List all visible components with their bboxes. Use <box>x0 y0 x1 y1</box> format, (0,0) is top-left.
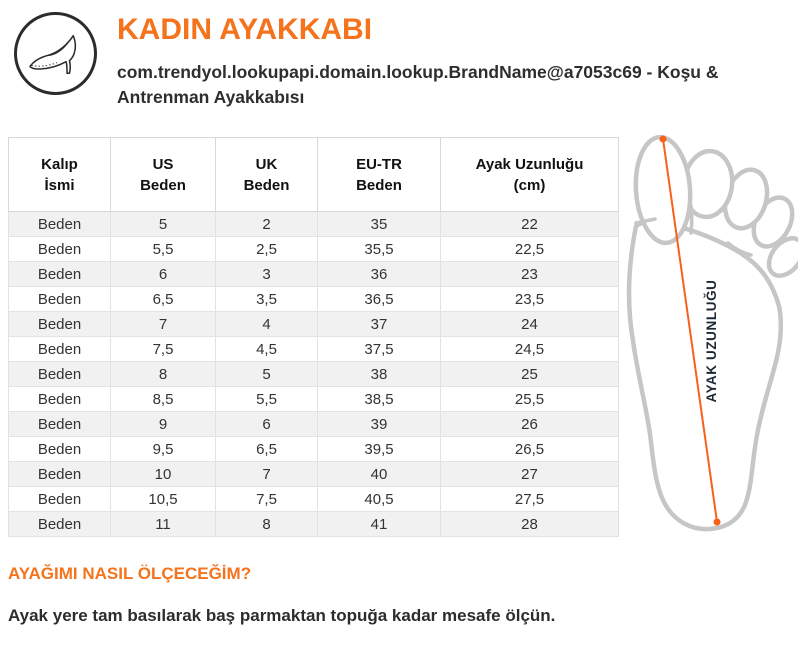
table-row <box>9 262 619 287</box>
table-cell: 41 <box>318 512 441 537</box>
column-header-line: Beden <box>140 176 186 194</box>
category-logo-circle <box>14 12 97 95</box>
table-cell: 22 <box>441 212 619 237</box>
table-cell: 24 <box>441 312 619 337</box>
table-cell: 5,5 <box>216 387 318 412</box>
table-cell: 4,5 <box>216 337 318 362</box>
table-row <box>9 487 619 512</box>
table-cell: 7 <box>216 462 318 487</box>
table-cell: 4 <box>216 312 318 337</box>
column-header-line: Kalıp <box>41 155 78 173</box>
table-cell: 35,5 <box>318 237 441 262</box>
table-cell: 3 <box>216 262 318 287</box>
table-cell: 39,5 <box>318 437 441 462</box>
table-cell: 35 <box>318 212 441 237</box>
column-header-uk-beden <box>216 138 318 212</box>
table-cell: 40,5 <box>318 487 441 512</box>
table-row <box>9 337 619 362</box>
page-subtitle-line1: com.trendyol.lookupapi.domain.lookup.BrandName@a7053c69 - Koşu & <box>117 62 719 82</box>
size-table-body <box>9 212 619 537</box>
table-row <box>9 437 619 462</box>
table-cell: 26 <box>441 412 619 437</box>
table-cell: 6 <box>216 412 318 437</box>
table-cell: 11 <box>111 512 216 537</box>
table-cell: 8,5 <box>111 387 216 412</box>
table-cell: 27,5 <box>441 487 619 512</box>
table-cell: 7,5 <box>216 487 318 512</box>
table-cell: 10 <box>111 462 216 487</box>
table-cell: 3,5 <box>216 287 318 312</box>
column-header-line: Beden <box>243 176 290 194</box>
table-cell: 22,5 <box>441 237 619 262</box>
table-cell: 25,5 <box>441 387 619 412</box>
table-cell: 26,5 <box>441 437 619 462</box>
page-subtitle-line2: Antrenman Ayakkabısı <box>117 87 305 107</box>
column-header-line: Ayak Uzunluğu <box>475 155 584 173</box>
column-header-eu-tr-beden <box>318 138 441 212</box>
high-heel-shoe-icon <box>25 29 87 79</box>
table-cell: Beden <box>9 337 111 362</box>
measurement-endpoint-bottom <box>714 519 721 526</box>
table-cell: 36 <box>318 262 441 287</box>
column-header-line: EU-TR <box>356 155 402 173</box>
table-cell: 23,5 <box>441 287 619 312</box>
table-cell: Beden <box>9 412 111 437</box>
table-cell: Beden <box>9 437 111 462</box>
table-cell: 7,5 <box>111 337 216 362</box>
table-cell: Beden <box>9 387 111 412</box>
size-table-header <box>9 138 619 212</box>
table-cell: 25 <box>441 362 619 387</box>
table-cell: Beden <box>9 237 111 262</box>
table-cell: 28 <box>441 512 619 537</box>
table-row <box>9 237 619 262</box>
table-cell: Beden <box>9 462 111 487</box>
table-cell: 38 <box>318 362 441 387</box>
column-header-us-beden <box>111 138 216 212</box>
table-row <box>9 312 619 337</box>
page-subtitle <box>117 60 719 110</box>
table-cell: Beden <box>9 312 111 337</box>
table-cell: 36,5 <box>318 287 441 312</box>
table-cell: Beden <box>9 262 111 287</box>
table-cell: 6 <box>111 262 216 287</box>
column-header-line: İsmi <box>44 176 75 194</box>
table-cell: Beden <box>9 287 111 312</box>
table-cell: 27 <box>441 462 619 487</box>
table-cell: Beden <box>9 362 111 387</box>
table-cell: 9 <box>111 412 216 437</box>
column-header-line: Beden <box>356 176 402 194</box>
table-cell: 6,5 <box>111 287 216 312</box>
table-cell: 8 <box>111 362 216 387</box>
column-header-line: UK <box>255 155 278 173</box>
table-cell: Beden <box>9 487 111 512</box>
table-cell: 9,5 <box>111 437 216 462</box>
measure-section-heading: AYAĞIMI NASIL ÖLÇECEĞİM? <box>8 564 252 583</box>
table-cell: 40 <box>318 462 441 487</box>
table-row <box>9 362 619 387</box>
table-row <box>9 387 619 412</box>
table-cell: 10,5 <box>111 487 216 512</box>
column-header-line: (cm) <box>513 176 546 194</box>
table-cell: 37 <box>318 312 441 337</box>
table-cell: 37,5 <box>318 337 441 362</box>
table-cell: 2 <box>216 212 318 237</box>
table-cell: 5,5 <box>111 237 216 262</box>
column-header-kalip-ismi <box>9 138 111 212</box>
table-row <box>9 212 619 237</box>
table-cell: 24,5 <box>441 337 619 362</box>
foot-length-label: AYAK UZUNLUĞU <box>704 279 719 403</box>
column-header-line: US <box>152 155 174 173</box>
table-cell: 7 <box>111 312 216 337</box>
table-cell: 2,5 <box>216 237 318 262</box>
table-cell: 23 <box>441 262 619 287</box>
table-cell: 39 <box>318 412 441 437</box>
table-cell: 5 <box>216 362 318 387</box>
table-cell: Beden <box>9 512 111 537</box>
table-row <box>9 287 619 312</box>
table-cell: 8 <box>216 512 318 537</box>
measure-instruction-text: Ayak yere tam basılarak baş parmaktan topuğa kadar mesafe ölçün. <box>8 606 556 625</box>
table-cell: 38,5 <box>318 387 441 412</box>
table-cell: 5 <box>111 212 216 237</box>
table-cell: Beden <box>9 212 111 237</box>
table-row <box>9 462 619 487</box>
table-row <box>9 512 619 537</box>
page-title: KADIN AYAKKABI <box>117 13 373 46</box>
table-cell: 6,5 <box>216 437 318 462</box>
table-row <box>9 412 619 437</box>
column-header-ayak-uzunlugu <box>441 138 619 212</box>
measurement-endpoint-top <box>660 136 667 143</box>
size-table <box>8 137 619 537</box>
